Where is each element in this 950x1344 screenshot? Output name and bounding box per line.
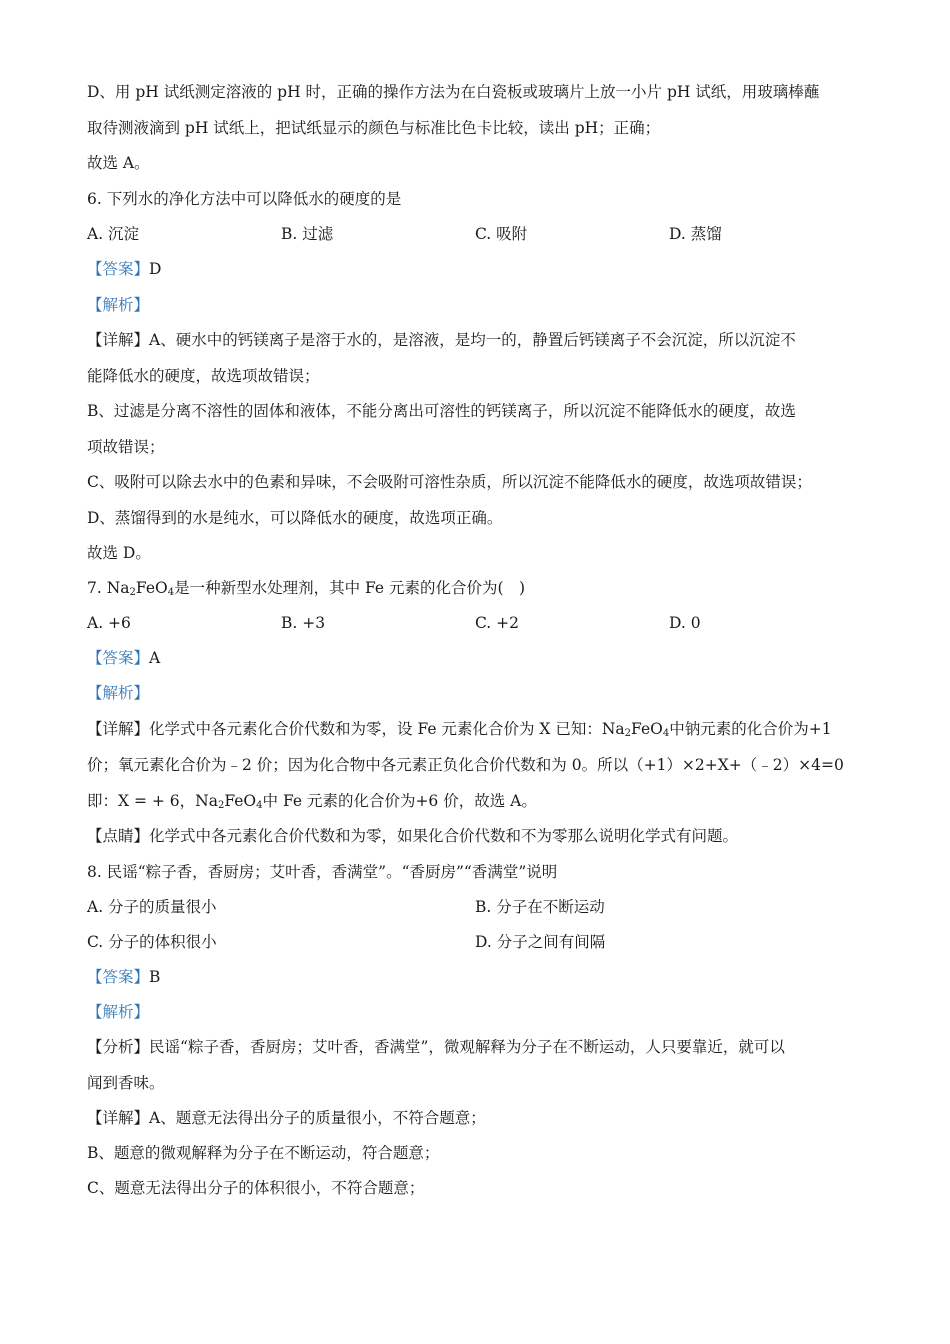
q7-analysis-tag xyxy=(87,682,149,704)
answer-tag: 【答案】 xyxy=(87,260,150,278)
fenxi-text: 民谣“粽子香，香厨房；艾叶香，香满堂”，微观解释为分子在不断运动，人只要靠近，就可以 xyxy=(149,1038,785,1056)
q6-stem: 6. 下列水的净化方法中可以降低水的硬度的是 xyxy=(87,190,402,208)
q6-answer xyxy=(87,258,161,280)
q8-analysis-tag xyxy=(87,1001,149,1023)
q6-option-c: C. 吸附 xyxy=(475,225,528,243)
q8-answer xyxy=(87,966,160,988)
q6-analysis-tag xyxy=(87,294,149,316)
detail-tag: 【详解】 xyxy=(87,1109,150,1127)
q7-detail-line1 xyxy=(87,718,832,740)
q6-c-line: C、吸附可以除去水中的色素和异味，不会吸附可溶性杂质，所以沉淀不能降低水的硬度，故选项故错误； xyxy=(87,473,812,491)
q8-stem: 8. 民谣“粽子香，香厨房；艾叶香，香满堂”。“香厨房”“香满堂”说明 xyxy=(87,863,558,881)
comment-tag: 【点睛】 xyxy=(87,827,150,845)
detail-text: A、硬水中的钙镁离子是溶于水的，是溶液，是均一的，静置后钙镁离子不会沉淀，所以沉淀不 xyxy=(149,331,796,349)
q6-b-line2: 项故错误； xyxy=(87,438,165,456)
detail-tag: 【详解】 xyxy=(87,331,150,349)
answer-tag: 【答案】 xyxy=(87,968,150,986)
analysis-tag: 【解析】 xyxy=(87,684,150,702)
q6-choose: 故选 D。 xyxy=(87,544,151,562)
q7-detail-sub1: 2 xyxy=(624,728,632,739)
q6-detail-line1 xyxy=(87,329,796,351)
answer-value: B xyxy=(149,968,161,986)
q8-fenxi-line1 xyxy=(87,1036,785,1058)
q8-option-a: A. 分子的质量很小 xyxy=(87,898,217,916)
q6-detail-line2: 能降低水的硬度，故选项故错误； xyxy=(87,367,320,385)
q5-d-line1: D、用 pH 试纸测定溶液的 pH 时，正确的操作方法为在白瓷板或玻璃片上放一小片 pH 试纸，用玻璃棒蘸 xyxy=(87,83,820,101)
analysis-tag: 【解析】 xyxy=(87,1003,150,1021)
q7-stem xyxy=(87,577,525,599)
q7-detail3-a: 即：X = + 6，Na xyxy=(87,792,218,810)
q7-option-c: C. +2 xyxy=(475,614,520,632)
answer-value: A xyxy=(149,649,161,667)
q7-detail-a: 化学式中各元素化合价代数和为零，设 Fe 元素化合价为 X 已知：Na xyxy=(149,720,625,738)
detail-text: A、题意无法得出分子的质量很小，不符合题意； xyxy=(149,1109,486,1127)
q8-option-d: D. 分子之间有间隔 xyxy=(475,933,606,951)
q6-option-d: D. 蒸馏 xyxy=(669,225,722,243)
q8-detail-a xyxy=(87,1107,486,1129)
q7-answer xyxy=(87,647,160,669)
q7-detail-sub2: 4 xyxy=(662,728,670,739)
q6-option-b: B. 过滤 xyxy=(281,225,334,243)
detail-tag: 【详解】 xyxy=(87,720,150,738)
q7-stem-sub2: 4 xyxy=(167,587,175,598)
q7-option-b: B. +3 xyxy=(281,614,326,632)
q7-detail-line2: 价；氧元素化合价为﹣2 价；因为化合物中各元素正负化合价代数和为 0。所以（+1）×2+X+（﹣2）×4=0 xyxy=(87,756,844,774)
q5-d-line2: 取待测液滴到 pH 试纸上，把试纸显示的颜色与标准比色卡比较，读出 pH；正确； xyxy=(87,119,661,137)
q7-stem-sub1: 2 xyxy=(129,587,136,598)
q7-detail-line3 xyxy=(87,790,537,812)
q8-option-c: C. 分子的体积很小 xyxy=(87,933,217,951)
q7-detail-b: FeO xyxy=(631,720,663,738)
q8-detail-c: C、题意无法得出分子的体积很小，不符合题意； xyxy=(87,1179,425,1197)
q7-detail3-sub1: 2 xyxy=(217,800,225,811)
q7-comment xyxy=(87,825,738,847)
q7-option-a: A. +6 xyxy=(87,614,131,632)
q6-option-a: A. 沉淀 xyxy=(87,225,140,243)
q7-detail-c: 中钠元素的化合价为+1 xyxy=(669,720,832,738)
q7-detail3-sub2: 4 xyxy=(256,800,263,811)
q7-option-d: D. 0 xyxy=(669,614,701,632)
fenxi-tag: 【分析】 xyxy=(87,1038,150,1056)
analysis-tag: 【解析】 xyxy=(87,296,150,314)
q5-choose: 故选 A。 xyxy=(87,154,150,172)
q6-d-line: D、蒸馏得到的水是纯水，可以降低水的硬度，故选项正确。 xyxy=(87,509,503,527)
q8-detail-b: B、题意的微观解释为分子在不断运动，符合题意； xyxy=(87,1144,440,1162)
q8-fenxi-line2: 闻到香味。 xyxy=(87,1074,165,1092)
q7-stem-num: 7. Na xyxy=(87,579,130,597)
comment-text: 化学式中各元素化合价代数和为零，如果化合价代数和不为零那么说明化学式有问题。 xyxy=(149,827,739,845)
q7-detail3-c: 中 Fe 元素的化合价为+6 价，故选 A。 xyxy=(262,792,537,810)
q6-b-line1: B、过滤是分离不溶性的固体和液体，不能分离出可溶性的钙镁离子，所以沉淀不能降低水的硬度，故选 xyxy=(87,402,796,420)
q8-option-b: B. 分子在不断运动 xyxy=(475,898,605,916)
q7-stem-mid: FeO xyxy=(135,579,168,597)
q7-stem-rest: 是一种新型水处理剂，其中 Fe 元素的化合价为( ) xyxy=(174,579,526,597)
answer-value: D xyxy=(149,260,162,278)
q7-detail3-b: FeO xyxy=(224,792,257,810)
answer-tag: 【答案】 xyxy=(87,649,150,667)
